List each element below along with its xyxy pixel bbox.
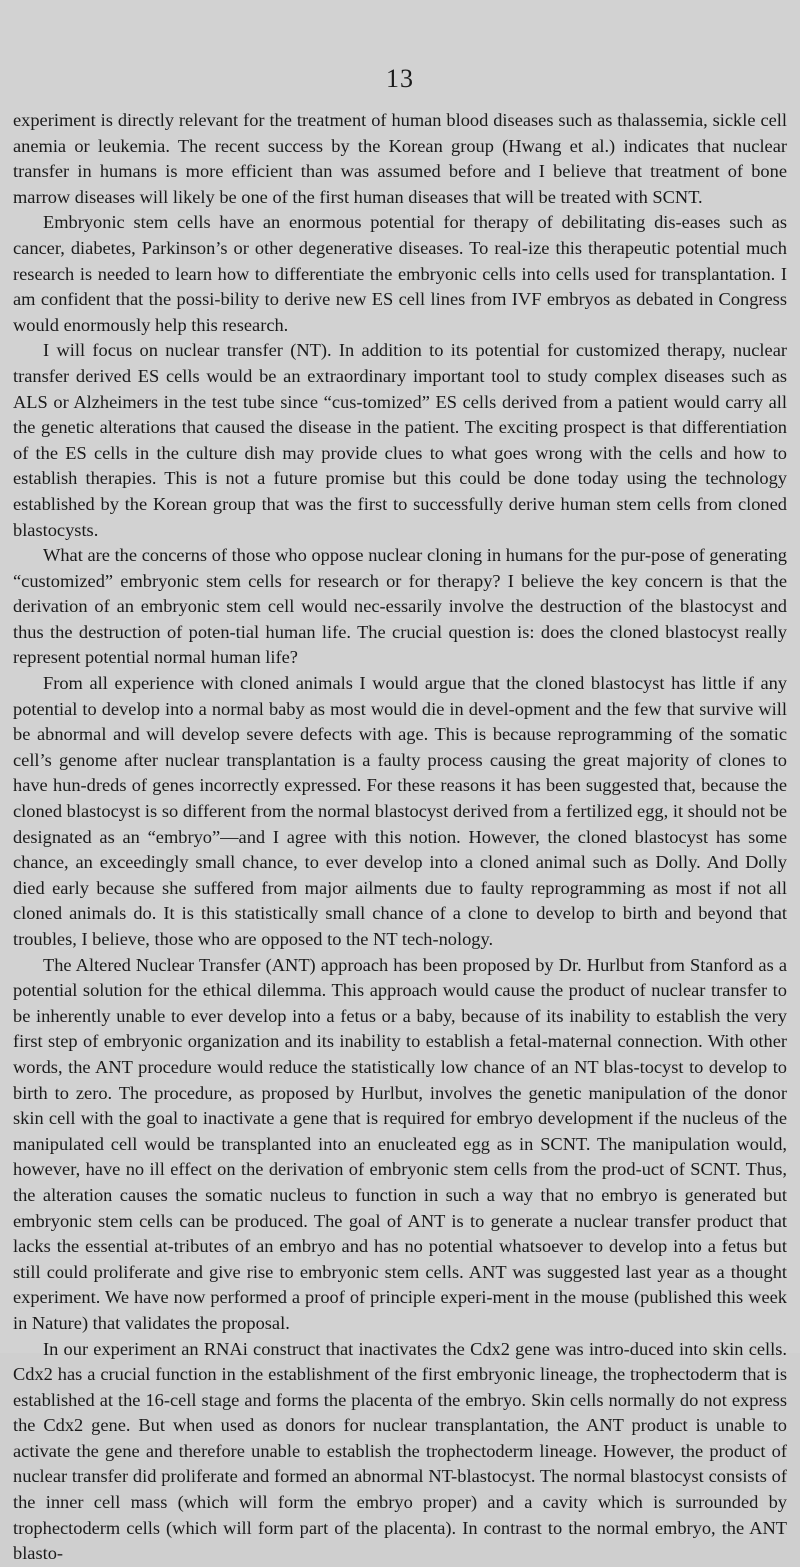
paragraph-7: In our experiment an RNAi construct that inactivates the Cdx2 gene was intro-duced into skin cells. Cdx2 has a crucial function in the establishment of the first embryonic lineage, the trophectoderm that is established at the 16-cell stage and forms the placenta of the embryo. Skin cells normally do not express the Cdx2 gene. But when used as donors for nuclear transplantation, the ANT product is unable to activate the gene and therefore unable to establish the trophectoderm lineage. However, the product of nuclear transfer did proliferate and formed an abnormal NT-blastocyst. The normal blastocyst consists of the inner cell mass (which will form the embryo proper) and a cavity which is surrounded by trophectoderm cells (which will form part of the placenta). In contrast to the normal embryo, the ANT blasto- [13,1338,787,1564]
body-text [13,108,787,1567]
paragraph-3: I will focus on nuclear transfer (NT). In addition to its potential for customized therapy, nuclear transfer derived ES cells would be an extraordinary important tool to study complex diseases such as ALS or Alzheimers in the test tube since “cus-tomized” ES cells derived from a patient would carry all the genetic alterations that caused the disease in the patient. The exciting prospect is that differentiation of the ES cells in the culture dish may provide clues to what goes wrong with the cells and how to establish therapies. This is not a future promise but this could be done today using the technology established by the Korean group that was the first to successfully derive human stem cells from cloned blastocysts. [13,340,787,540]
paragraph-4: What are the concerns of those who oppose nuclear cloning in humans for the pur-pose of generating “customized” embryonic stem cells for research or for therapy? I believe the key concern is that the derivation of an embryonic stem cell would nec-essarily involve the destruction of the blastocyst and thus the destruction of poten-tial human life. The crucial question is: does the cloned blastocyst really represent potential normal human life? [13,545,787,668]
paragraph-6: The Altered Nuclear Transfer (ANT) approach has been proposed by Dr. Hurlbut from Stanford as a potential solution for the ethical dilemma. This approach would cause the product of nuclear transfer to be inherently unable to ever develop into a fetus or a baby, because of its inability to establish the very first step of embryonic organization and its inability to establish a fetal-maternal connection. With other words, the ANT procedure would reduce the statistically low chance of an NT blas-tocyst to develop to birth to zero. The procedure, as proposed by Hurlbut, involves the genetic manipulation of the donor skin cell with the goal to inactivate a gene that is required for embryo development if the nucleus of the manipulated cell would be transplanted into an enucleated egg as in SCNT. The manipulation would, however, have no ill effect on the derivation of embryonic stem cells from the prod-uct of SCNT. Thus, the alteration causes the somatic nucleus to function in such a way that no embryo is generated but embryonic stem cells can be produced. The goal of ANT is to generate a nuclear transfer product that lacks the essential at-tributes of an embryo and has no potential whatsoever to develop into a fetus but still could proliferate and give rise to embryonic stem cells. ANT was suggested last year as a thought experiment. We have now performed a proof of principle experi-ment in the mouse (published this week in Nature) that validates the proposal. [13,954,787,1333]
paragraph-2: Embryonic stem cells have an enormous potential for therapy of debilitating dis-eases such as cancer, diabetes, Parkinson’s or other degenerative diseases. To real-ize this therapeutic potential much research is needed to learn how to differentiate the embryonic cells into cells used for transplantation. I am confident that the possi-bility to derive new ES cell lines from IVF embryos as debated in Congress would enormously help this research. [13,212,787,335]
paragraph-5: From all experience with cloned animals I would argue that the cloned blastocyst has little if any potential to develop into a normal baby as most would die in devel-opment and the few that survive will be abnormal and will develop severe defects with age. This is because reprogramming of the somatic cell’s genome after nuclear transplantation is a faulty process causing the great majority of clones to have hun-dreds of genes incorrectly expressed. For these reasons it has been suggested that, because the cloned blastocyst is so different from the normal blastocyst derived from a fertilized egg, it should not be designated as an “embryo”—and I agree with this notion. However, the cloned blastocyst has some chance, an exceedingly small chance, to ever develop into a cloned animal such as Dolly. And Dolly died early because she suffered from major ailments due to faulty reprogramming as most if not all cloned animals do. It is this statistically small chance of a clone to develop to birth and beyond that troubles, I believe, those who are opposed to the NT tech-nology. [13,673,787,949]
paragraph-1: experiment is directly relevant for the treatment of human blood diseases such as thalassemia, sickle cell anemia or leukemia. The recent success by the Korean group (Hwang et al.) indicates that nuclear transfer in humans is more efficient than was assumed before and I believe that treatment of bone marrow diseases will likely be one of the first human diseases that will be treated with SCNT. [13,110,787,207]
page-number: 13 [386,64,414,93]
